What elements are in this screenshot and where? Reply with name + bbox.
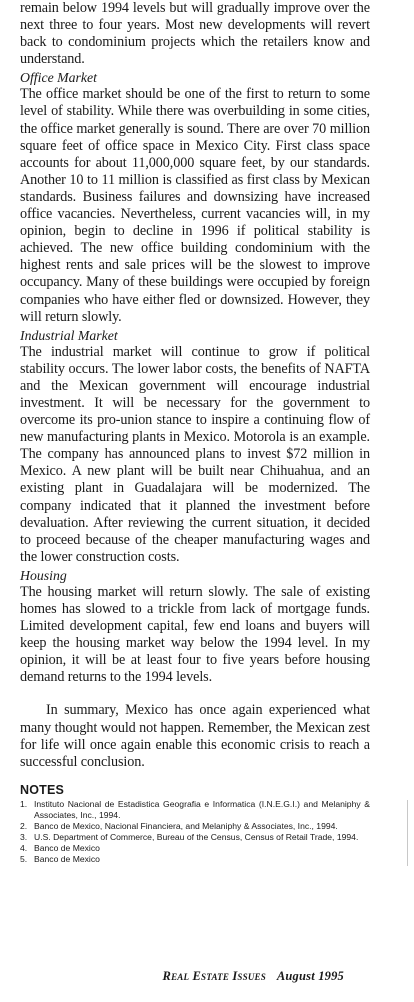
section-heading: Housing bbox=[20, 567, 67, 583]
note-item bbox=[20, 821, 370, 832]
section-industrial-market bbox=[20, 327, 370, 566]
section-paragraph: The housing market will return slowly. The sale of existing homes has slowed to a trickle from lack of mortgage funds. Limited development capital, few end loans and buyers will keep the housing market way below the 1994 level. In my opinion, it will be at least four to five years before housing demand returns to the 1994 levels. bbox=[20, 583, 370, 686]
intro-paragraph: remain below 1994 levels but will gradually improve over the next three to four years. Most new developments will revert back to condominium projects which the retailers know and understand. bbox=[20, 0, 370, 68]
note-item bbox=[20, 832, 370, 843]
note-number: 3. bbox=[20, 831, 28, 842]
section-housing bbox=[20, 567, 370, 687]
note-item bbox=[20, 799, 370, 821]
section-paragraph: The industrial market will continue to grow if political stability occurs. The lower labor costs, the benefits of NAFTA and the Mexican government will encourage industrial investment. It will be necessary for the government to overcome its pro-union stance to inspire a continuing flow of new manufacturing plants in Mexico. Motorola is an example. The company has announced plans to invest $72 million in Mexico. A new plant will be built near Chihuahua, and an existing plant in Guadalajara will be modernized. The company indicated that it planned the investment before devaluation. After reviewing the current situation, it decided to proceed because of the cheaper manufacturing wages and the lower construction costs. bbox=[20, 343, 370, 565]
notes-list bbox=[20, 799, 370, 865]
note-text: Banco de Mexico bbox=[34, 853, 100, 864]
note-text: Instituto Nacional de Estadistica Geografia e Informatica (I.N.E.G.I.) and Melaniphy & Associates, Inc., 1994. bbox=[34, 798, 370, 820]
notes-title: NOTES bbox=[20, 782, 65, 797]
section-office-market bbox=[20, 69, 370, 325]
note-text: U.S. Department of Commerce, Bureau of the Census, Census of Retail Trade, 1994. bbox=[34, 831, 359, 842]
publication-name: Real Estate Issues bbox=[162, 969, 266, 983]
note-text: Banco de Mexico, Nacional Financiera, and Melaniphy & Associates, Inc., 1994. bbox=[34, 820, 338, 831]
section-heading: Industrial Market bbox=[20, 327, 118, 343]
scan-edge-mark bbox=[407, 800, 408, 866]
note-item bbox=[20, 854, 370, 865]
note-number: 4. bbox=[20, 842, 28, 853]
note-number: 1. bbox=[20, 798, 28, 809]
note-number: 5. bbox=[20, 853, 28, 864]
page-footer bbox=[163, 969, 344, 984]
section-paragraph: The office market should be one of the first to return to some level of stability. While there was overbuilding in some cities, the office market generally is sound. There are over 70 million square feet of office space in Mexico City. First class space accounts for about 11,000,000 square feet, by our standards. Another 10 to 11 million is classified as first class by Mexican standards. Business failures and downsizing have increased office vacancies. Nevertheless, current vacancies will, in my opinion, begin to decline in 1996 if political stability is achieved. The new office building condominium with the highest rents and sale prices will be the slowest to improve occupancy. Many of these buildings were occupied by foreign companies who have either fled or downsized. However, they will return slowly. bbox=[20, 86, 370, 325]
note-item bbox=[20, 843, 370, 854]
text-column bbox=[20, 0, 370, 865]
note-number: 2. bbox=[20, 820, 28, 831]
note-text: Banco de Mexico bbox=[34, 842, 100, 853]
section-heading: Office Market bbox=[20, 70, 98, 86]
summary-paragraph: In summary, Mexico has once again experienced what many thought would not happen. Remember, the Mexican zest for life will once again enable this economic crisis to reach a successful conclusion. bbox=[20, 702, 370, 770]
publication-date: August 1995 bbox=[276, 969, 344, 983]
